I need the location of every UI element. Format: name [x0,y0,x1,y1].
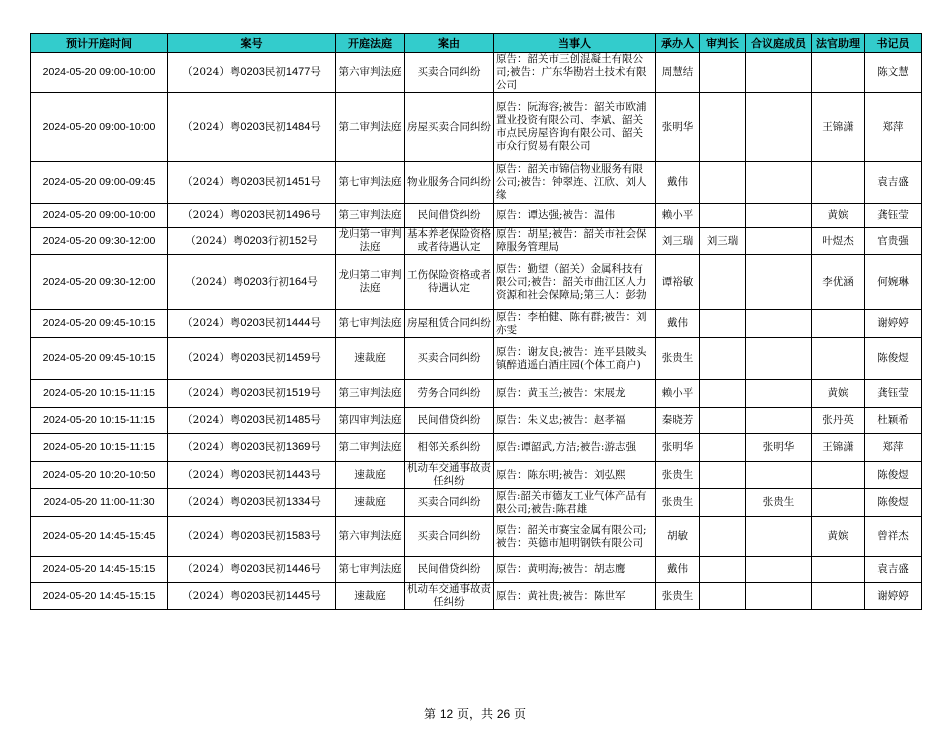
case-number-court-code: 0203 [240,496,265,508]
courtroom: 速裁庭 [336,462,405,489]
table-row [31,93,922,162]
case-number-court-code: 0203 [240,563,265,575]
handler: 秦晓芳 [656,408,700,434]
case-number [168,162,336,204]
judge-assistant [812,162,865,204]
hearing-time: 2024-05-20 09:45-10:15 [31,338,168,380]
case-number-serial: 1583 [285,530,311,542]
table-row [31,162,922,204]
case-number-suffix: 号 [307,234,318,247]
judge-assistant: 黄嫔 [812,380,865,408]
case-number [168,310,336,338]
hearing-time: 2024-05-20 09:45-10:15 [31,310,168,338]
footer-suffix: 页 [510,707,526,721]
table-row [31,489,922,517]
case-number-serial: 1369 [285,441,311,453]
parties: 原告：谢友良;被告：连平县陂头镇醉逍遥白酒庄园(个体工商户) [494,338,656,380]
hearing-time: 2024-05-20 14:45-15:15 [31,557,168,583]
table-row [31,408,922,434]
case-number-type: 民初 [264,317,286,329]
case-reason: 机动车交通事故责任纠纷 [405,462,494,489]
case-number [168,517,336,557]
courtroom: 第二审判法庭 [336,93,405,162]
case-number-serial: 1444 [285,317,311,329]
case-number [168,93,336,162]
panel-members [746,255,812,310]
panel-members [746,228,812,255]
case-number-type: 民初 [264,209,286,221]
header-handler: 承办人 [656,34,700,53]
panel-members [746,408,812,434]
case-number-court-code: 0203 [243,275,268,288]
table-row [31,204,922,228]
handler: 赖小平 [656,380,700,408]
clerk: 谢婷婷 [865,583,922,610]
judge-assistant [812,583,865,610]
footer-page-number: 12 [439,707,454,721]
case-number-court-code: 0203 [240,317,265,329]
presiding-judge [700,53,746,93]
case-number-suffix: 号 [310,66,321,78]
case-number-serial: 164 [288,275,308,288]
case-number-serial: 1484 [285,120,311,133]
panel-members: 张明华 [746,434,812,462]
case-reason: 机动车交通事故责任纠纷 [405,583,494,610]
clerk: 陈俊煜 [865,489,922,517]
judge-assistant [812,489,865,517]
presiding-judge [700,408,746,434]
case-number-serial: 1446 [285,563,311,575]
case-number [168,204,336,228]
case-number-suffix: 号 [310,530,321,542]
hearing-time: 2024-05-20 09:00-10:00 [31,93,168,162]
table-row [31,338,922,380]
panel-members [746,583,812,610]
case-number-suffix: 号 [310,414,321,426]
case-number-type: 民初 [264,414,286,426]
case-number-prefix: （2024）粤 [182,414,241,426]
case-number-court-code: 0203 [240,530,265,542]
case-number-serial: 1477 [285,66,311,78]
case-number-suffix: 号 [310,496,321,508]
parties: 原告：李柏健、陈有群;被告：刘亦雯 [494,310,656,338]
panel-members [746,557,812,583]
case-number-type: 民初 [264,496,286,508]
case-number-prefix: （2024）粤 [182,563,241,575]
case-number-prefix: （2024）粤 [182,387,241,399]
courtroom: 速裁庭 [336,338,405,380]
case-number-serial: 1334 [285,496,311,508]
case-number-court-code: 0203 [240,468,265,481]
judge-assistant: 李优涵 [812,255,865,310]
case-number [168,408,336,434]
case-number-prefix: （2024）粤 [182,66,241,78]
case-number-type: 行初 [267,275,289,288]
hearing-time: 2024-05-20 09:00-10:00 [31,204,168,228]
case-number-type: 民初 [264,589,286,602]
case-number-serial: 1445 [285,589,311,602]
courtroom: 第六审判法庭 [336,517,405,557]
clerk: 杜颖希 [865,408,922,434]
presiding-judge [700,93,746,162]
case-number-prefix: （2024）粤 [185,275,244,288]
case-number-prefix: （2024）粤 [182,176,241,188]
handler: 周慧结 [656,53,700,93]
courtroom: 第三审判法庭 [336,380,405,408]
case-reason: 劳务合同纠纷 [405,380,494,408]
judge-assistant: 张丹英 [812,408,865,434]
table-row [31,583,922,610]
hearing-time: 2024-05-20 09:30-12:00 [31,255,168,310]
parties: 原告:韶关市德友工业气体产品有限公司;被告:陈君雄 [494,489,656,517]
judge-assistant [812,53,865,93]
table-row [31,228,922,255]
hearing-time: 2024-05-20 09:00-10:00 [31,53,168,93]
case-number-prefix: （2024）粤 [182,209,241,221]
presiding-judge [700,380,746,408]
case-number-court-code: 0203 [240,120,265,133]
case-number [168,53,336,93]
handler: 戴伟 [656,310,700,338]
courtroom: 龙归第一审判法庭 [336,228,405,255]
case-number-prefix: （2024）粤 [185,234,244,247]
case-number [168,228,336,255]
panel-members [746,462,812,489]
case-number-court-code: 0203 [240,414,265,426]
courtroom: 第三审判法庭 [336,204,405,228]
parties: 原告：谭达强;被告：温伟 [494,204,656,228]
parties: 原告：黄明海;被告：胡志鹰 [494,557,656,583]
presiding-judge [700,162,746,204]
presiding-judge: 刘三瑞 [700,228,746,255]
handler: 戴伟 [656,557,700,583]
header-panel-members: 合议庭成员 [746,34,812,53]
case-reason: 工伤保险资格或者待遇认定 [405,255,494,310]
case-reason: 相邻关系纠纷 [405,434,494,462]
hearing-time: 2024-05-20 09:00-09:45 [31,162,168,204]
panel-members [746,93,812,162]
case-number-type: 民初 [264,352,286,364]
table-row [31,310,922,338]
case-number-type: 民初 [264,66,286,78]
clerk: 郑萍 [865,93,922,162]
case-reason: 买卖合同纠纷 [405,517,494,557]
case-number-suffix: 号 [310,589,321,602]
clerk: 陈文慧 [865,53,922,93]
hearing-time: 2024-05-20 10:15-11:15 [31,380,168,408]
case-number-type: 民初 [264,441,286,453]
case-number [168,380,336,408]
handler: 张贵生 [656,583,700,610]
judge-assistant: 王锦潇 [812,434,865,462]
parties: 原告：韶关市赛宝金属有限公司;被告：英德市旭明钢铁有限公司 [494,517,656,557]
parties: 原告：朱义忠;被告：赵孝福 [494,408,656,434]
hearing-time: 2024-05-20 14:45-15:15 [31,583,168,610]
case-number-type: 民初 [264,530,286,542]
presiding-judge [700,204,746,228]
case-number-suffix: 号 [310,120,321,133]
courtroom: 第四审判法庭 [336,408,405,434]
case-number-type: 行初 [267,234,289,247]
parties: 原告：陈东明;被告：刘弘熙 [494,462,656,489]
handler: 胡敏 [656,517,700,557]
table-row [31,462,922,489]
courtroom: 龙归第二审判法庭 [336,255,405,310]
case-number-serial: 1519 [285,387,311,399]
case-reason: 房屋买卖合同纠纷 [405,93,494,162]
table-row [31,434,922,462]
clerk: 官贵强 [865,228,922,255]
table-row [31,53,922,93]
panel-members [746,517,812,557]
case-number-type: 民初 [264,468,286,481]
presiding-judge [700,583,746,610]
case-number [168,557,336,583]
handler: 张贵生 [656,462,700,489]
case-reason: 基本养老保险资格或者待遇认定 [405,228,494,255]
case-number-prefix: （2024）粤 [182,496,241,508]
header-row [31,34,922,53]
hearing-time: 2024-05-20 09:30-12:00 [31,228,168,255]
case-number-type: 民初 [264,563,286,575]
case-number [168,462,336,489]
judge-assistant [812,338,865,380]
presiding-judge [700,489,746,517]
case-number-serial: 152 [288,234,308,247]
handler: 张贵生 [656,338,700,380]
hearing-time: 2024-05-20 14:45-15:45 [31,517,168,557]
case-number [168,338,336,380]
case-reason: 物业服务合同纠纷 [405,162,494,204]
courtroom: 第二审判法庭 [336,434,405,462]
clerk: 袁吉盛 [865,162,922,204]
case-number-suffix: 号 [310,468,321,481]
case-reason: 民间借贷纠纷 [405,408,494,434]
courtroom: 第七审判法庭 [336,557,405,583]
case-reason: 买卖合同纠纷 [405,489,494,517]
presiding-judge [700,310,746,338]
case-number-court-code: 0203 [240,387,265,399]
case-number-serial: 1451 [285,176,311,188]
hearing-time: 2024-05-20 11:00-11:30 [31,489,168,517]
judge-assistant: 黄嫔 [812,517,865,557]
table-row [31,517,922,557]
courtroom: 速裁庭 [336,583,405,610]
handler: 戴伟 [656,162,700,204]
judge-assistant [812,557,865,583]
hearing-time: 2024-05-20 10:15-11:15 [31,434,168,462]
case-number-type: 民初 [264,176,286,188]
clerk: 何婉琳 [865,255,922,310]
case-number-prefix: （2024）粤 [182,317,241,329]
footer-prefix: 第 [423,707,440,721]
parties: 原告：韶关市锦信物业服务有限公司;被告：钟翠连、江欣、刘人缘 [494,162,656,204]
case-number-serial: 1485 [285,414,311,426]
hearing-schedule-table [30,33,922,610]
judge-assistant [812,310,865,338]
handler: 张明华 [656,434,700,462]
parties: 原告：黄社贵;被告：陈世军 [494,583,656,610]
case-number-court-code: 0203 [240,176,265,188]
case-number-suffix: 号 [310,387,321,399]
courtroom: 速裁庭 [336,489,405,517]
case-number-prefix: （2024）粤 [182,468,241,481]
case-number-prefix: （2024）粤 [182,352,241,364]
case-number-prefix: （2024）粤 [182,441,241,453]
header-reason: 案由 [405,34,494,53]
header-presiding-judge: 审判长 [700,34,746,53]
hearing-time: 2024-05-20 10:15-11:15 [31,408,168,434]
parties: 原告：阮海容;被告：韶关市欧浦置业投资有限公司、李斌、韶关市点民房屋咨询有限公司、韶关市众行贸易有限公司 [494,93,656,162]
handler: 张明华 [656,93,700,162]
header-clerk: 书记员 [865,34,922,53]
presiding-judge [700,557,746,583]
clerk: 龚钰莹 [865,380,922,408]
parties: 原告：韶关市三创混凝土有限公司;被告：广东华勘岩土技术有限公司 [494,53,656,93]
case-number [168,489,336,517]
parties: 原告:谭韶武,方洁;被告:游志强 [494,434,656,462]
panel-members [746,53,812,93]
panel-members [746,162,812,204]
case-number-court-code: 0203 [240,352,265,364]
case-number-court-code: 0203 [240,66,265,78]
courtroom: 第七审判法庭 [336,310,405,338]
case-reason: 房屋租赁合同纠纷 [405,310,494,338]
header-time: 预计开庭时间 [31,34,168,53]
case-number-court-code: 0203 [243,234,268,247]
case-number-court-code: 0203 [240,441,265,453]
case-number-type: 民初 [264,387,286,399]
courtroom: 第六审判法庭 [336,53,405,93]
header-case-number: 案号 [168,34,336,53]
case-number-court-code: 0203 [240,589,265,602]
case-number-serial: 1443 [285,468,311,481]
clerk: 郑萍 [865,434,922,462]
case-number-prefix: （2024）粤 [182,530,241,542]
table-row [31,380,922,408]
case-number-court-code: 0203 [240,209,265,221]
handler: 赖小平 [656,204,700,228]
judge-assistant: 王锦潇 [812,93,865,162]
presiding-judge [700,462,746,489]
table-row [31,255,922,310]
case-number [168,583,336,610]
clerk: 曾祥杰 [865,517,922,557]
case-number-serial: 1459 [285,352,311,364]
case-number-suffix: 号 [310,209,321,221]
judge-assistant [812,462,865,489]
judge-assistant: 叶煜杰 [812,228,865,255]
case-number-suffix: 号 [307,275,318,288]
case-number-suffix: 号 [310,563,321,575]
handler: 张贵生 [656,489,700,517]
clerk: 龚钰莹 [865,204,922,228]
clerk: 陈俊煜 [865,462,922,489]
handler: 刘三瑞 [656,228,700,255]
parties: 原告：黄玉兰;被告：宋展龙 [494,380,656,408]
page-footer [0,705,950,722]
footer-middle: 页，共 [453,707,497,721]
case-number-prefix: （2024）粤 [182,589,241,602]
presiding-judge [700,517,746,557]
handler: 谭裕敏 [656,255,700,310]
panel-members [746,338,812,380]
panel-members [746,310,812,338]
case-reason: 买卖合同纠纷 [405,53,494,93]
header-court: 开庭法庭 [336,34,405,53]
case-reason: 买卖合同纠纷 [405,338,494,380]
parties: 原告：勤望（韶关）金属科技有限公司;被告：韶关市曲江区人力资源和社会保障局;第三人：彭勃 [494,255,656,310]
case-number-suffix: 号 [310,176,321,188]
case-number [168,434,336,462]
hearing-time: 2024-05-20 10:20-10:50 [31,462,168,489]
case-number-suffix: 号 [310,441,321,453]
header-parties: 当事人 [494,34,656,53]
judge-assistant: 黄嫔 [812,204,865,228]
case-reason: 民间借贷纠纷 [405,557,494,583]
panel-members: 张贵生 [746,489,812,517]
parties: 原告：胡星;被告：韶关市社会保障服务管理局 [494,228,656,255]
presiding-judge [700,434,746,462]
case-number-suffix: 号 [310,352,321,364]
clerk: 袁吉盛 [865,557,922,583]
case-number-prefix: （2024）粤 [182,120,241,133]
case-number-suffix: 号 [310,317,321,329]
case-number-serial: 1496 [285,209,311,221]
footer-total-pages: 26 [496,707,511,721]
panel-members [746,380,812,408]
presiding-judge [700,338,746,380]
clerk: 谢婷婷 [865,310,922,338]
presiding-judge [700,255,746,310]
case-number [168,255,336,310]
panel-members [746,204,812,228]
clerk: 陈俊煜 [865,338,922,380]
table-row [31,557,922,583]
header-judge-assistant: 法官助理 [812,34,865,53]
case-number-type: 民初 [264,120,286,133]
courtroom: 第七审判法庭 [336,162,405,204]
case-reason: 民间借贷纠纷 [405,204,494,228]
